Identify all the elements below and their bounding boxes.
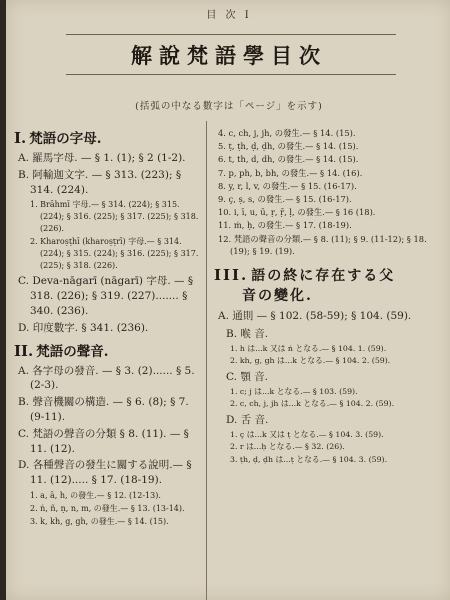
- entry-3C: C. 顎 音.: [226, 370, 269, 383]
- page-note: (括弧の中なる數字は「ページ」を示す): [135, 101, 323, 112]
- entry-2D-10: 10. i, ī, u, ū, ṛ, ṝ, ḷ, の發生.— § 16 (18).: [218, 207, 376, 218]
- entry-2D-4: 4. c, ch, j, jh, の發生.— § 14. (15).: [218, 128, 356, 138]
- page-title: 解說梵語學目次: [131, 43, 327, 68]
- title-rule-bottom: [66, 74, 396, 75]
- entry-3D: D. 舌 音.: [226, 413, 269, 426]
- entry-2D-2: 2. ṅ, ñ, ṇ, n, m, の發生.— § 13. (13-14).: [30, 503, 185, 513]
- entry-2D-8: 8. y, r, l, v, の發生.— § 15. (16-17).: [218, 180, 357, 191]
- entry-3B: B. 喉 音.: [226, 327, 269, 340]
- entry-3D-2: 2. r は...ḥ となる.— § 32. (26).: [230, 442, 345, 452]
- entry-3D-1: 1. ç は...k 又は ṭ となる.— § 104. 3. (59).: [230, 429, 384, 439]
- entry-3A: A. 通則 — § 102. (58-59); § 104. (59).: [218, 310, 412, 323]
- entry-2D-5: 5. ṭ, ṭh, ḍ, ḍh, の發生.— § 14. (15).: [218, 141, 359, 152]
- left-column: [14, 123, 202, 529]
- entry-2C: C. 梵語の聲音の分類 § 8. (11). — § 11. (12).: [18, 427, 189, 455]
- entry-3C-1: 1. c; j は...k となる.— § 103. (59).: [230, 386, 358, 396]
- running-head: 目 次 I: [206, 10, 252, 21]
- column-divider: [206, 121, 207, 600]
- entry-2D-11: 11. ṁ, ḥ, の發生.— § 17. (18-19).: [218, 220, 352, 231]
- entry-2D-7: 7. p, ph, b, bh, の發生.— § 14. (16).: [218, 167, 363, 178]
- entry-2D-3: 3. k, kh, g, gh, の發生.— § 14. (15).: [30, 516, 169, 526]
- entry-1C: C. Deva-nāgarī (nāgarī) 字母. — § 318. (226); § 319. (227)....... § 340. (236).: [18, 275, 194, 317]
- section-3-title-line1: 語の終に存在する父: [251, 268, 396, 285]
- title-rule-top: [66, 34, 396, 35]
- section-3-heading: [214, 265, 446, 306]
- entry-2B: B. 聲音機關の構造. — § 6. (8); § 7. (9-11).: [18, 396, 189, 423]
- entry-1A: A. 羅馬字母. — § 1. (1); § 2 (1-2).: [18, 152, 186, 164]
- entry-2A: A. 各字母の發音. — § 3. (2)...... § 5. (2-3).: [18, 364, 195, 392]
- entry-2D-12: 12. 梵語の聲音の分類.— § 8. (11); § 9. (11-12); § 18. (19); § 19. (19).: [218, 233, 427, 256]
- section-3-number: III.: [214, 266, 249, 285]
- section-2-number: II.: [14, 341, 34, 360]
- section-2-heading: [14, 342, 202, 361]
- section-2-title: 梵語の聲音.: [36, 343, 109, 360]
- right-column: [214, 123, 446, 466]
- section-1-number: I.: [14, 129, 27, 147]
- entry-1B: B. 阿輸迦文字. — § 313. (223); § 314. (224).: [18, 168, 182, 196]
- entry-2D: D. 各種聲音の發生に關する說明.— § 11. (12)..... § 17. (18-19).: [18, 459, 192, 487]
- entry-3C-2: 2. c, ch, j, jh は...k となる.— § 104. 2. (59).: [230, 399, 395, 409]
- entry-1D: D. 印度數字. § 341. (236).: [18, 321, 149, 334]
- section-3-title-line2: 音の變化.: [242, 288, 313, 305]
- entry-3B-2: 2. kh, g, gh は...k となる.— § 104. 2. (59).: [230, 356, 391, 366]
- section-1-title: 梵語の字母.: [29, 131, 102, 147]
- document-page: [6, 0, 450, 600]
- entry-2D-6: 6. t, th, d, dh, の發生.— § 14. (15).: [218, 154, 359, 165]
- entry-2D-1: 1. a, ā, h, の發生.— § 12. (12-13).: [30, 490, 161, 500]
- section-1-heading: [14, 129, 202, 148]
- entry-2D-9: 9. ç, ṣ, s, の發生.— § 15. (16-17).: [218, 194, 352, 205]
- entry-1B-2: 2. Kharoṣṭhī (kharoṣṭrī) 字母.— § 314. (224); § 315. (224); § 316. (225); § 317. (225); § 318. (226).: [30, 237, 199, 271]
- entry-3D-3: 3. ṭh, ḍ, ḍh は...ṭ となる.— § 104. 3. (59).: [230, 454, 388, 464]
- entry-1B-1: 1. Brāhmī 字母.— § 314. (224); § 315. (224); § 316. (225); § 317. (225); § 318. (226).: [30, 200, 199, 234]
- entry-3B-1: 1. h は...k 又は ṅ となる.— § 104. 1. (59).: [230, 343, 387, 353]
